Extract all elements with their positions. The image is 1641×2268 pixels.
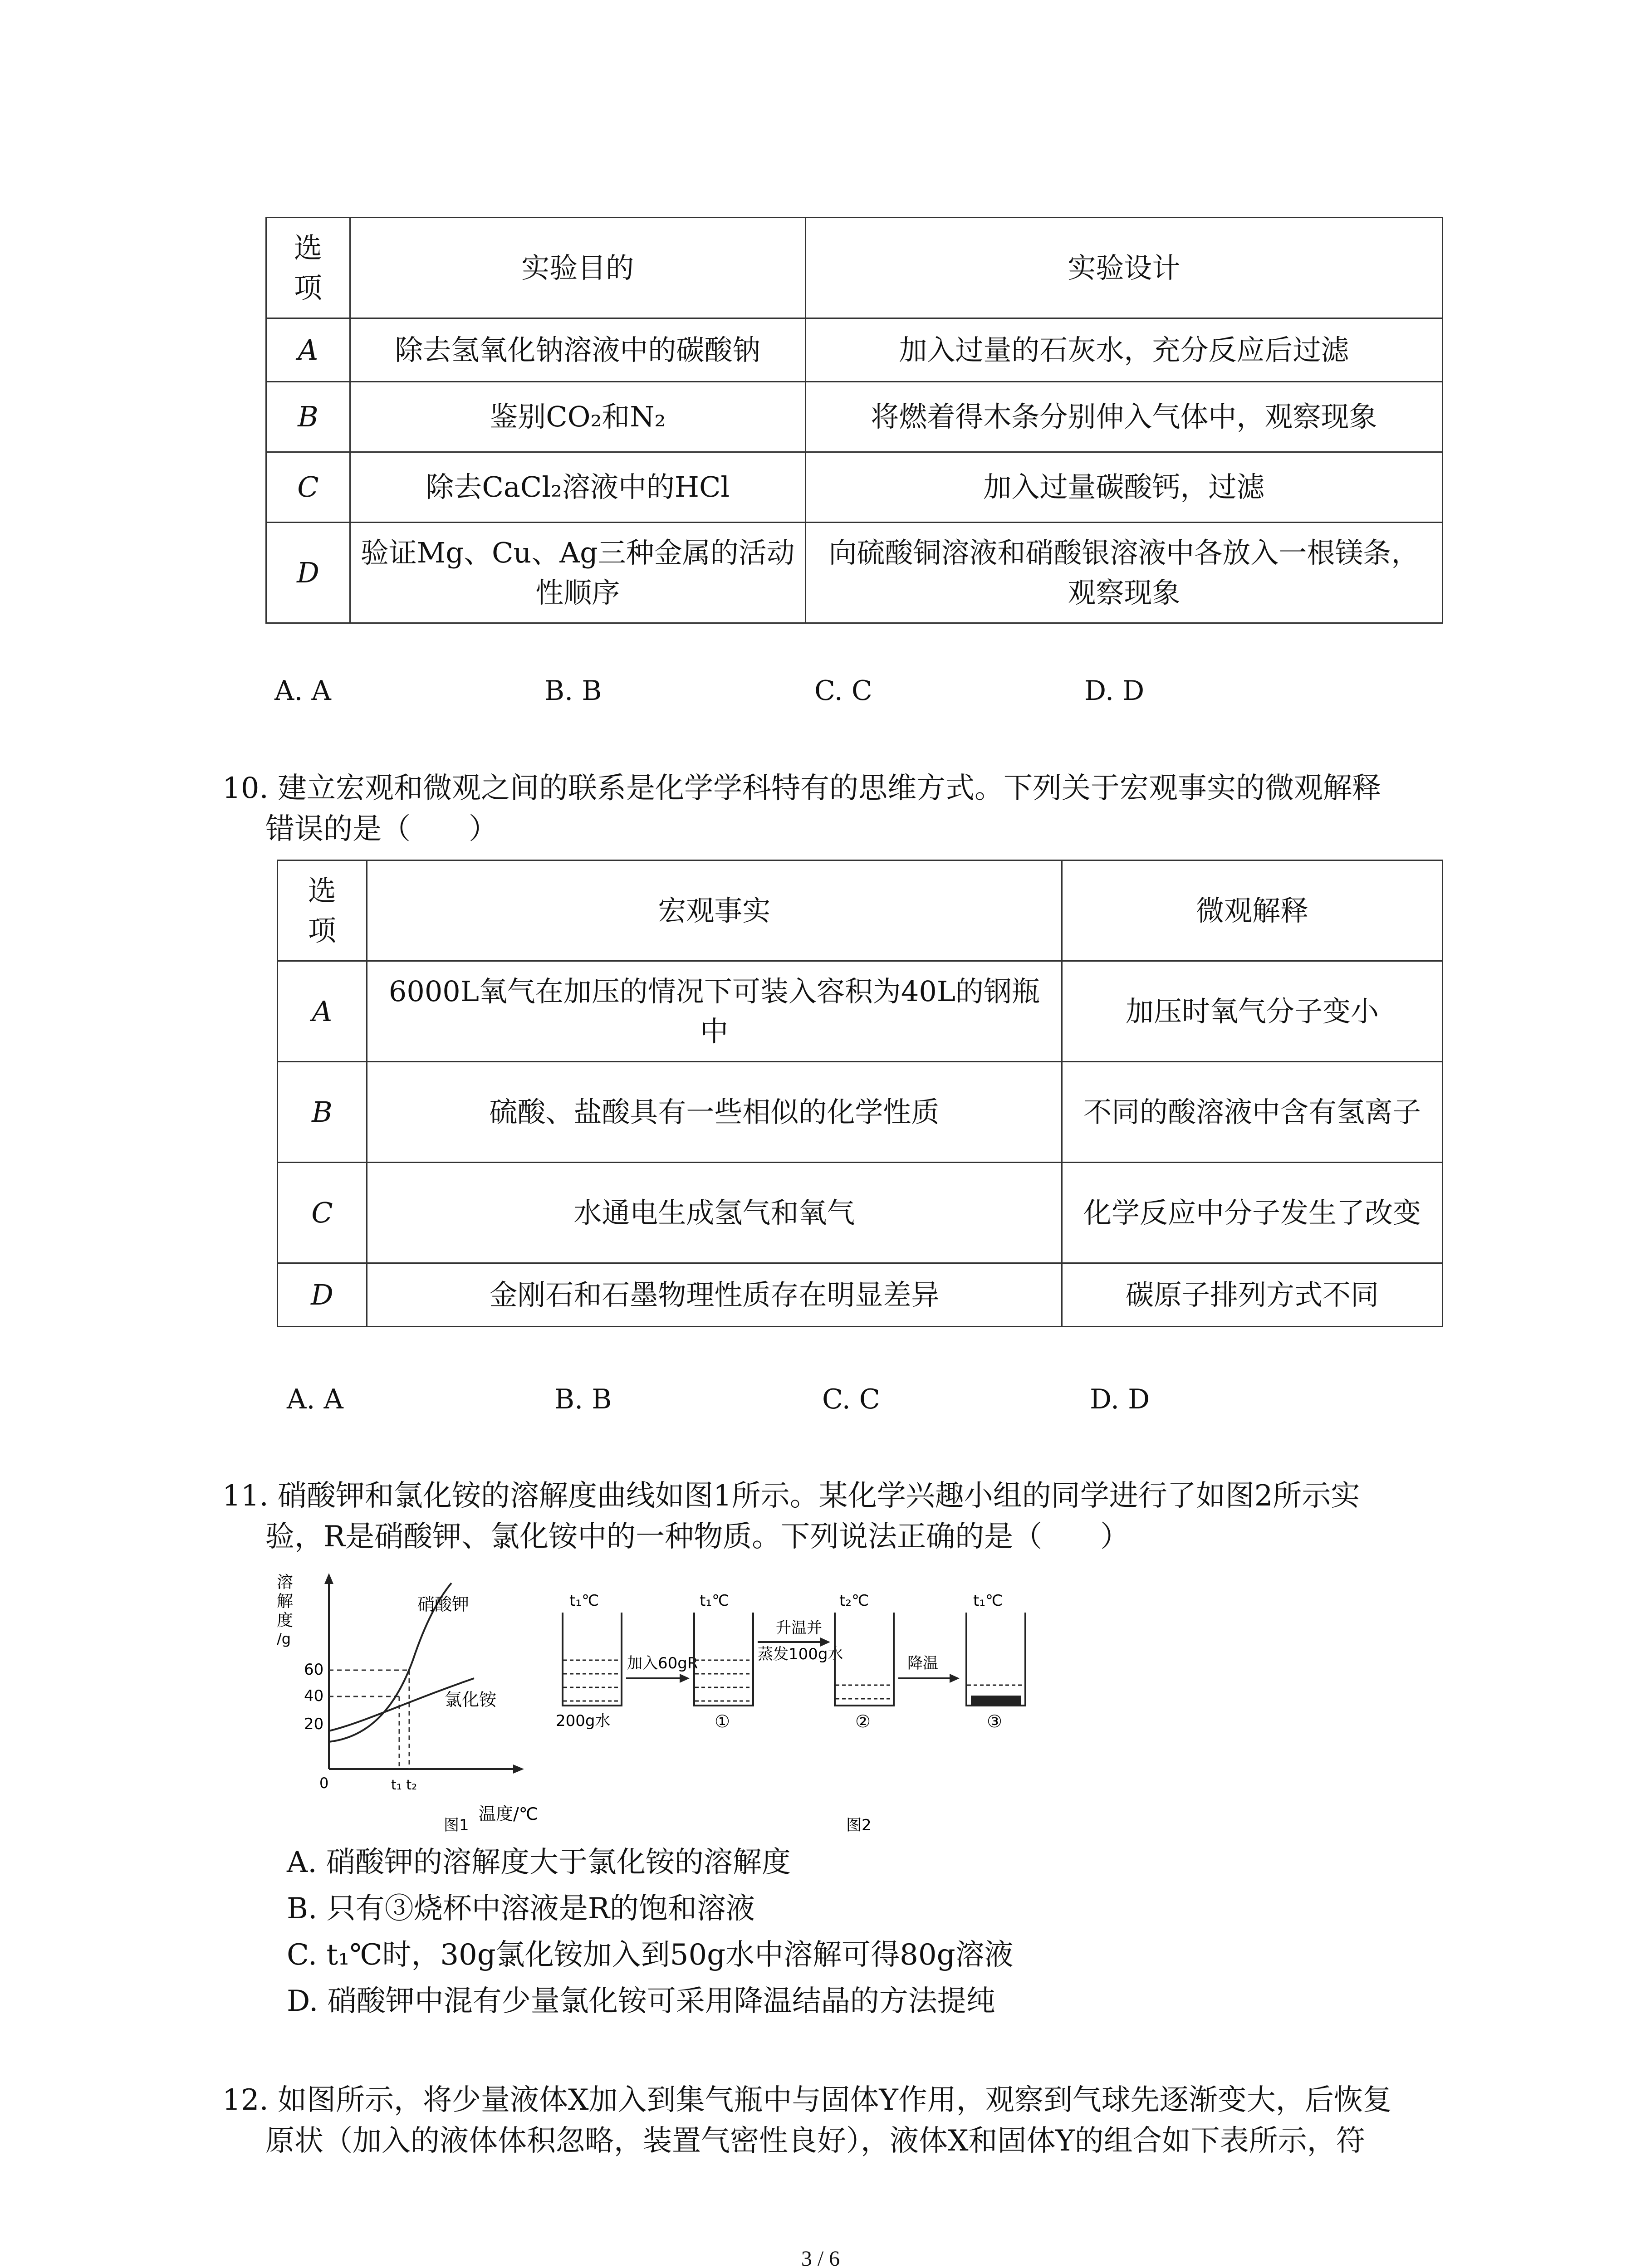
crystal-deposit <box>971 1696 1021 1705</box>
q11-option-d[interactable]: D. 硝酸钾中混有少量氯化铵可采用降温结晶的方法提纯 <box>287 1984 995 2018</box>
row-option: D <box>278 1263 367 1327</box>
row-fact: 金刚石和石墨物理性质存在明显差异 <box>367 1263 1062 1327</box>
header-option: 选 项 <box>278 860 367 961</box>
header-explain: 微观解释 <box>1062 860 1443 961</box>
q11-option-b[interactable]: B. 只有③烧杯中溶液是R的饱和溶液 <box>287 1892 755 1926</box>
header-design: 实验设计 <box>805 218 1442 318</box>
row-purpose: 鉴别CO₂和N₂ <box>350 382 805 452</box>
fig2-label-2: ② <box>855 1711 871 1731</box>
row-purpose: 除去氢氧化钠溶液中的碳酸钠 <box>350 318 805 382</box>
row-design: 加入过量碳酸钙，过滤 <box>805 452 1442 523</box>
fig1-x-arrow <box>513 1765 524 1774</box>
fig2-step3: 降温 <box>907 1654 938 1672</box>
choice-d[interactable]: D. D <box>1090 1383 1150 1415</box>
fig1-xticks: t₁ t₂ <box>391 1777 417 1793</box>
fig1-ytick-40: 40 <box>304 1687 324 1705</box>
beaker-1 <box>694 1613 753 1706</box>
table-row <box>266 318 1443 382</box>
fig2-label-3: ③ <box>987 1711 1003 1731</box>
row-option: B <box>278 1062 367 1163</box>
fig1-ylabel-2: 解 <box>277 1592 294 1611</box>
table-row <box>278 961 1443 1062</box>
fig2-step1: 加入60gR <box>627 1654 698 1672</box>
table-row <box>278 1062 1443 1163</box>
choice-c[interactable]: C. C <box>814 675 872 707</box>
table-row <box>266 382 1443 452</box>
row-fact: 6000L氧气在加压的情况下可装入容积为40L的钢瓶中 <box>367 961 1062 1062</box>
choice-a[interactable]: A. A <box>287 1383 343 1415</box>
row-fact: 水通电生成氢气和氧气 <box>367 1163 1062 1263</box>
q11-line2: 验，R是硝酸钾、氯化铵中的一种物质。下列说法正确的是（ ） <box>265 1520 1130 1554</box>
q12-number: 12. <box>222 2083 269 2117</box>
q12-line1: 如图所示，将少量液体X加入到集气瓶中与固体Y作用，观察到气球先逐渐变大，后恢复 <box>278 2083 1392 2117</box>
choice-b[interactable]: B. B <box>554 1383 612 1415</box>
table-header-row <box>278 860 1443 961</box>
fig1-y-arrow <box>324 1573 333 1584</box>
fig1-ylabel-1: 溶 <box>277 1573 294 1592</box>
q10-line1: 建立宏观和微观之间的联系是化学学科特有的思维方式。下列关于宏观事实的微观解释 <box>278 772 1381 805</box>
fig1-ytick-20: 20 <box>304 1715 324 1733</box>
table-row <box>266 452 1443 523</box>
choice-d[interactable]: D. D <box>1084 675 1145 707</box>
choice-b[interactable]: B. B <box>544 675 602 707</box>
q11-line1: 硝酸钾和氯化铵的溶解度曲线如图1所示。某化学兴趣小组的同学进行了如图2所示实 <box>278 1479 1360 1513</box>
fig1-ytick-60: 60 <box>304 1661 324 1679</box>
row-option: A <box>266 318 350 382</box>
q11-number: 11. <box>222 1479 269 1513</box>
figure-2 <box>556 1592 1025 1833</box>
row-design: 向硫酸铜溶液和硝酸银溶液中各放入一根镁条，观察现象 <box>805 523 1442 623</box>
beaker-initial-liquid <box>563 1660 621 1705</box>
row-option: C <box>278 1163 367 1263</box>
fig2-water-label: 200g水 <box>556 1712 611 1730</box>
table-row <box>278 1263 1443 1327</box>
row-explain: 加压时氧气分子变小 <box>1062 961 1443 1062</box>
row-option: A <box>278 961 367 1062</box>
q11-option-a[interactable]: A. 硝酸钾的溶解度大于氯化铵的溶解度 <box>287 1846 791 1879</box>
fig2-arrowhead-3 <box>950 1674 960 1683</box>
fig2-temp-0: t₁℃ <box>569 1592 599 1610</box>
choice-a[interactable]: A. A <box>274 675 331 707</box>
fig1-origin: 0 <box>319 1774 329 1792</box>
fig2-temp-1: t₁℃ <box>700 1592 730 1610</box>
row-explain: 碳原子排列方式不同 <box>1062 1263 1443 1327</box>
header-option: 选 项 <box>266 218 350 318</box>
choice-c[interactable]: C. C <box>822 1383 880 1415</box>
row-option: B <box>266 382 350 452</box>
fig2-temp-2: t₂℃ <box>839 1592 869 1610</box>
table-header-row <box>266 218 1443 318</box>
row-option: C <box>266 452 350 523</box>
page-number: 3 / 6 <box>801 2247 840 2268</box>
beaker-3 <box>966 1613 1025 1706</box>
fig1-curve1-label: 硝酸钾 <box>417 1594 470 1614</box>
fig1-ylabel-4: /g <box>277 1630 291 1647</box>
row-purpose: 除去CaCl₂溶液中的HCl <box>350 452 805 523</box>
solubility-figures <box>272 1569 1134 1833</box>
q11-option-c[interactable]: C. t₁℃时，30g氯化铵加入到50g水中溶解可得80g溶液 <box>287 1938 1014 1972</box>
beaker-2 <box>835 1613 894 1706</box>
row-design: 将燃着得木条分别伸入气体中，观察现象 <box>805 382 1442 452</box>
table-row <box>278 1163 1443 1263</box>
fig1-ylabel-3: 度 <box>277 1611 294 1630</box>
micro-explanation-table <box>277 860 1443 1327</box>
fig2-label-1: ① <box>715 1711 730 1731</box>
experiment-table <box>265 217 1443 624</box>
fig1-caption: 图1 <box>444 1816 469 1833</box>
fig1-xlabel: 温度/℃ <box>479 1804 539 1824</box>
fig2-step2b: 蒸发100g水 <box>758 1645 843 1663</box>
header-fact: 宏观事实 <box>367 860 1062 961</box>
fig2-caption: 图2 <box>846 1816 872 1833</box>
fig2-arrowhead-1 <box>680 1674 690 1683</box>
row-explain: 不同的酸溶液中含有氢离子 <box>1062 1062 1443 1163</box>
row-explain: 化学反应中分子发生了改变 <box>1062 1163 1443 1263</box>
header-purpose: 实验目的 <box>350 218 805 318</box>
fig2-step2a: 升温并 <box>776 1619 822 1637</box>
fig1-curve2-label: 氯化铵 <box>445 1690 497 1710</box>
table-row <box>266 523 1443 623</box>
row-fact: 硫酸、盐酸具有一些相似的化学性质 <box>367 1062 1062 1163</box>
row-option: D <box>266 523 350 623</box>
fig2-temp-3: t₁℃ <box>973 1592 1003 1610</box>
figure-1 <box>277 1573 538 1833</box>
q10-line2: 错误的是（ ） <box>265 812 498 846</box>
row-purpose: 验证Mg、Cu、Ag三种金属的活动性顺序 <box>350 523 805 623</box>
q10-number: 10. <box>222 772 269 805</box>
q12-line2: 原状（加入的液体体积忽略，装置气密性良好），液体X和固体Y的组合如下表所示，符 <box>265 2124 1365 2158</box>
row-design: 加入过量的石灰水，充分反应后过滤 <box>805 318 1442 382</box>
